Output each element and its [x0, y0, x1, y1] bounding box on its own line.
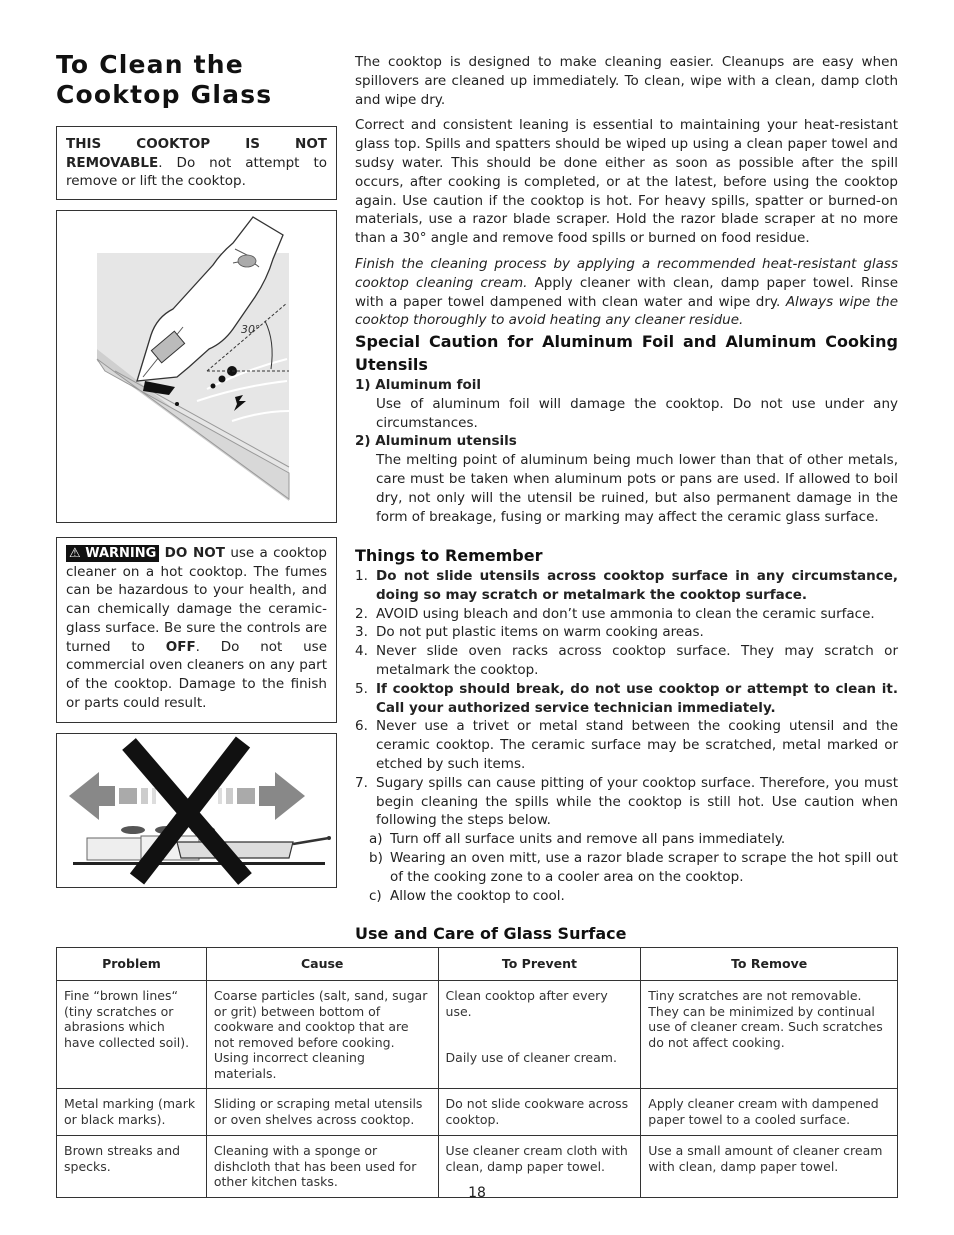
list-item: 3. Do not put plastic items on warm cooking areas.	[355, 624, 704, 641]
note-bold: THIS COOKTOP IS NOT REMOVABLE	[66, 136, 327, 171]
intro-paragraph-3	[355, 255, 898, 330]
intro-text	[355, 53, 898, 330]
aluminum-section	[355, 330, 898, 526]
warning-bold-do-not: DO NOT	[164, 545, 225, 561]
table-heading-wrap	[355, 922, 898, 945]
scraper-drawing	[57, 211, 337, 523]
intro-paragraph-1: The cooktop is designed to make cleaning easier. Cleanups are easy when spillovers are cleaned up immediately. To clean, wipe with a clean, damp cloth and wipe dry.	[355, 54, 898, 108]
cell-remove: Tiny scratches are not removable. They can be minimized by continual use of cleaner cream. Such scratches do not affect cooking.	[641, 981, 898, 1089]
warning-text-1: use a cooktop cleaner on a hot cooktop. The fumes can be hazardous to your health, and can chemically damage the ceramic-glass surface. Be sure the controls are turned to	[66, 545, 327, 655]
warning-box	[56, 537, 337, 723]
cell-prevent: Do not slide cookware across cooktop.	[438, 1089, 641, 1136]
header-remove: To Remove	[641, 948, 898, 981]
page-number: 18	[468, 1185, 486, 1201]
table-header-row	[57, 948, 898, 981]
table-row	[57, 981, 898, 1089]
remember-heading: Things to Remember	[355, 546, 543, 565]
cell-prevent: Use cleaner cream cloth with clean, damp paper towel.	[438, 1136, 641, 1198]
left-arrow-icon	[69, 772, 115, 820]
list-item: 4. Never slide oven racks across cooktop surface. They may scratch or metalmark the cooktop.	[355, 643, 898, 678]
cell-prevent: Clean cooktop after every use. Daily use of cleaner cream.	[438, 981, 641, 1089]
intro-italic-1: Finish the cleaning process by applying a recommended heat-resistant glass cooktop cleaning cream.	[355, 255, 898, 291]
aluminum-heading: Special Caution for Aluminum Foil and Aluminum Cooking Utensils	[355, 332, 898, 374]
cell-remove: Apply cleaner cream with dampened paper towel to a cooled surface.	[641, 1089, 898, 1136]
aluminum-foil-text: Use of aluminum foil will damage the cooktop. Do not use under any circumstances.	[376, 395, 898, 431]
cell-problem: Brown streaks and specks.	[57, 1136, 207, 1198]
table-row	[57, 1089, 898, 1136]
header-prevent: To Prevent	[438, 948, 641, 981]
list-item: 7. Sugary spills can cause pitting of your cooktop surface. Therefore, you must begin cleaning the spills while the cooktop is still hot. Use caution when following the steps below.	[355, 774, 898, 829]
list-item: 5. If cooktop should break, do not use cooktop or attempt to clean it. Call your authorized service technician immediately.	[355, 680, 898, 716]
no-sliding-drawing	[57, 734, 337, 888]
header-problem: Problem	[57, 948, 207, 981]
cell-remove: Use a small amount of cleaner cream with clean, damp paper towel.	[641, 1136, 898, 1198]
remember-list	[355, 567, 898, 905]
cell-cause: Cleaning with a sponge or dishcloth that has been used for other kitchen tasks.	[206, 1136, 438, 1198]
not-removable-note	[56, 126, 337, 200]
page-title: To Clean the Cooktop Glass	[56, 50, 273, 109]
glass-care-table	[56, 947, 898, 1198]
aluminum-foil-title: 1) Aluminum foil	[355, 377, 482, 393]
aluminum-utensils-title: 2) Aluminum utensils	[355, 433, 517, 450]
scraper-illustration	[56, 210, 337, 523]
table-heading: Use and Care of Glass Surface	[355, 924, 627, 943]
intro-italic-2: Always wipe the cooktop thoroughly to avoid heating any cleaner residue.	[355, 293, 898, 329]
header-cause: Cause	[206, 948, 438, 981]
intro-text-3: Apply cleaner with clean, damp paper towel. Rinse with a paper towel dampened with clean water and wipe dry.	[355, 274, 898, 310]
warning-triangle-icon: ⚠	[69, 546, 81, 561]
list-item: 1. Do not slide utensils across cooktop surface in any circumstance, doing so may scratch or metalmark the cooktop surface.	[355, 568, 898, 603]
list-item: 2. AVOID using bleach and don’t use ammonia to clean the ceramic surface.	[355, 605, 875, 622]
warning-badge-text: WARNING	[85, 546, 157, 561]
angle-label: 30°	[241, 323, 261, 336]
list-item: 6. Never use a trivet or metal stand between the cooking utensil and the ceramic cooktop. The ceramic surface may be scratched, metal marked or etched by such items.	[355, 718, 898, 772]
aluminum-utensils-text: The melting point of aluminum being much lower than that of other metals, care must be taken when aluminum pots or pans are used. If allowed to boil dry, not only will the utensil be ruined, but also permanent damage in the form of breakage, fusing or marking may affect the ceramic glass surface.	[376, 452, 898, 525]
sub-list-item: c) Allow the cooktop to cool.	[369, 887, 565, 904]
remember-section	[355, 544, 898, 905]
cell-cause: Sliding or scraping metal utensils or oven shelves across cooktop.	[206, 1089, 438, 1136]
sub-list-item: a) Turn off all surface units and remove all pans immediately.	[369, 831, 786, 848]
warning-bold-off: OFF	[165, 638, 196, 655]
cell-problem: Metal marking (mark or black marks).	[57, 1089, 207, 1136]
cell-cause: Coarse particles (salt, sand, sugar or grit) between bottom of cookware and cooktop that are not removed before cooking. Using incorrect cleaning materials.	[206, 981, 438, 1089]
sub-list-item: b) Wearing an oven mitt, use a razor blade scraper to scrape the hot spill out of the cooking zone to a cooler area on the cooktop.	[369, 849, 898, 885]
warning-text-2: . Do not use commercial oven cleaners on any part of the cooktop. Damage to the finish or parts could result.	[66, 638, 328, 711]
intro-paragraph-2: Correct and consistent leaning is essential to maintaining your heat-resistant glass top. Spills and spatters should be wiped up using a clean paper towel and sudsy water. This should be done either as soon as possible after the spill occurs, after cooking is completed, or at the latest, before using the cooktop again. Use caution if the cooktop is hot. For heavy spills, spatter or burned-on materials, use a razor blade scraper. Hold the razor blade scraper at no more than a 30° angle and remove food spills or burned on food residue.	[355, 117, 898, 247]
warning-badge	[66, 545, 159, 562]
cell-problem: Fine “brown lines“ (tiny scratches or abrasions which have collected soil).	[57, 981, 207, 1089]
no-sliding-illustration	[56, 733, 337, 888]
right-arrow-icon	[259, 772, 305, 820]
note-text: . Do not attempt to remove or lift the cooktop.	[66, 154, 327, 189]
